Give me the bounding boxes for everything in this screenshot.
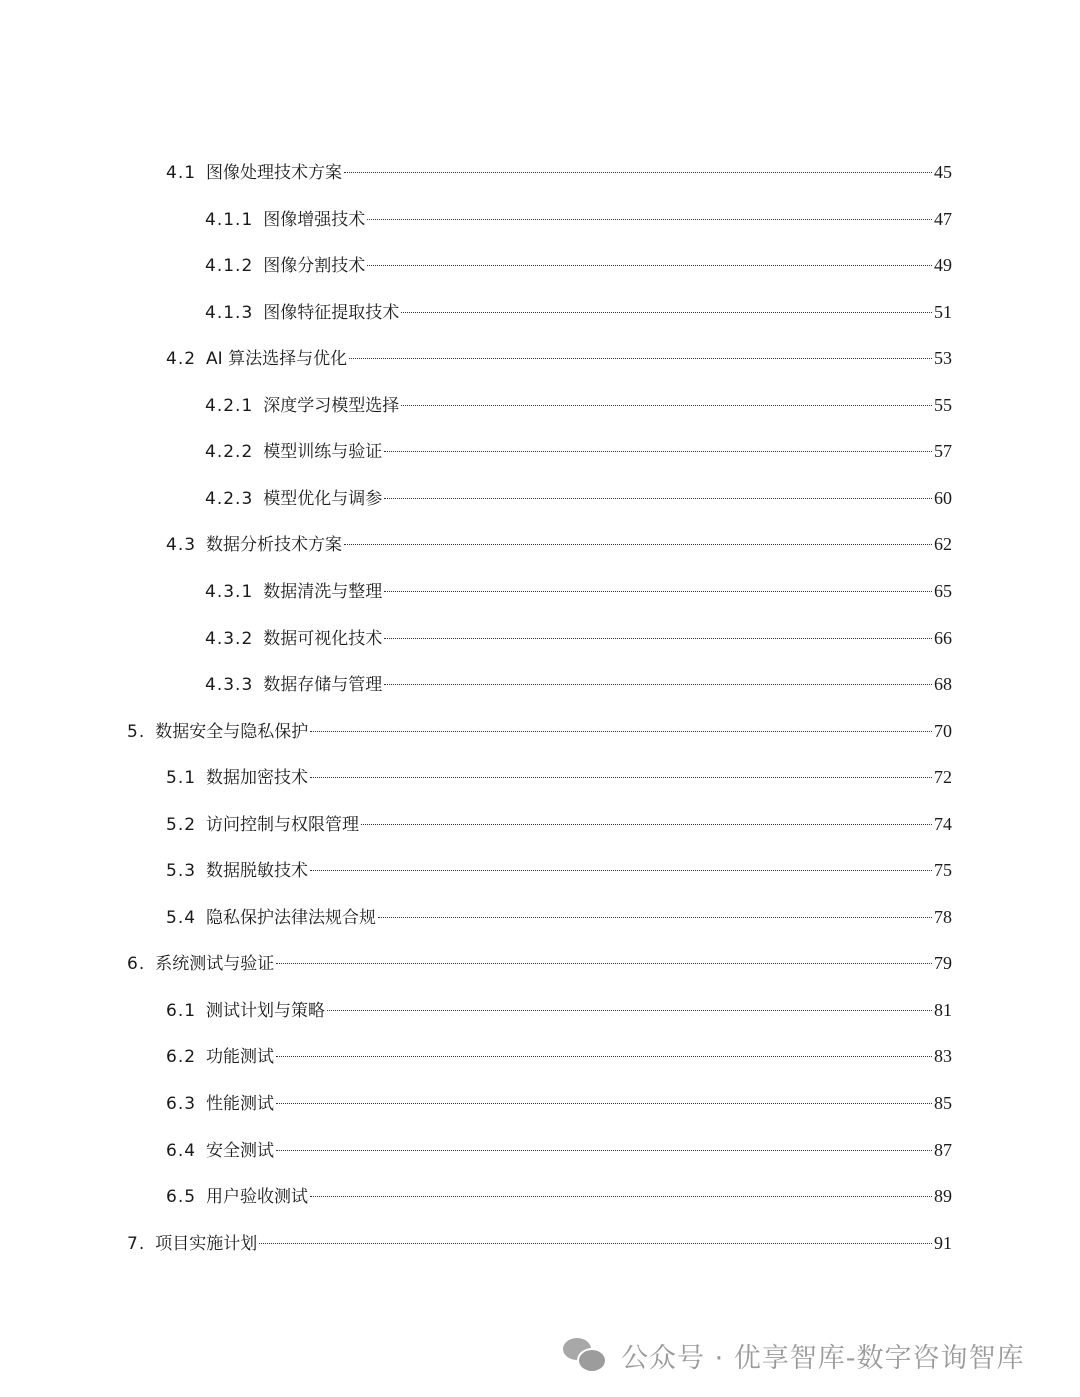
toc-entry-title: 项目实施计划 — [155, 1233, 258, 1254]
toc-entry-number: 6. — [127, 954, 146, 975]
toc-entry-title: AI 算法选择与优化 — [206, 349, 348, 370]
toc-entry[interactable] — [166, 346, 952, 370]
toc-entry-title: 测试计划与策略 — [206, 1000, 326, 1021]
toc-entry[interactable] — [166, 1138, 952, 1162]
toc-entry[interactable] — [166, 1091, 952, 1115]
toc-entry-page: 72 — [934, 767, 952, 788]
toc-entry-page: 79 — [934, 953, 952, 974]
toc-entry-title: 图像增强技术 — [263, 209, 366, 230]
toc-entry-page: 49 — [934, 255, 952, 276]
dot-leader — [276, 963, 932, 964]
toc-entry[interactable] — [205, 626, 952, 650]
toc-entry-title: 图像分割技术 — [263, 256, 366, 277]
toc-entry-number: 4.2.3 — [205, 488, 254, 509]
toc-entry-number: 4.3.1 — [205, 581, 254, 602]
dot-leader — [276, 1150, 932, 1151]
toc-entry-page: 68 — [934, 674, 952, 695]
dot-leader — [310, 1196, 932, 1197]
toc-entry[interactable] — [166, 160, 952, 184]
dot-leader — [276, 1056, 932, 1057]
toc-entry-title: 安全测试 — [206, 1140, 275, 1161]
toc-entry-number: 4.2 — [166, 349, 197, 370]
toc-entry-page: 65 — [934, 580, 952, 601]
toc-entry-title: 数据分析技术方案 — [206, 535, 343, 556]
toc-entry-number: 4.2.1 — [205, 395, 254, 416]
toc-entry[interactable] — [205, 672, 952, 696]
toc-entry-page: 62 — [934, 534, 952, 555]
toc-entry-title: 系统测试与验证 — [155, 954, 275, 975]
dot-leader — [327, 1010, 932, 1011]
toc-entry-title: 数据可视化技术 — [263, 628, 383, 649]
toc-entry-title: 图像特征提取技术 — [263, 302, 400, 323]
toc-entry-title: 性能测试 — [206, 1094, 275, 1114]
dot-leader — [367, 265, 932, 266]
toc-entry-page: 55 — [934, 394, 952, 415]
dot-leader — [384, 591, 932, 592]
toc-entry-title: 用户验收测试 — [206, 1187, 309, 1208]
toc-entry-number: 5.4 — [166, 907, 197, 928]
toc-entry-page: 70 — [934, 720, 952, 741]
dot-leader — [378, 917, 932, 918]
toc-entry[interactable] — [205, 486, 952, 510]
dot-leader — [401, 312, 932, 313]
toc-entry-page: 74 — [934, 813, 952, 834]
dot-leader — [384, 638, 932, 639]
toc-entry-title: 访问控制与权限管理 — [206, 814, 360, 835]
dot-leader — [349, 358, 932, 359]
toc-entry-page: 91 — [934, 1232, 952, 1253]
toc-entry-page: 83 — [934, 1046, 952, 1067]
toc-entry-number: 4.3.3 — [205, 675, 254, 696]
toc-entry-title: 模型优化与调参 — [263, 488, 383, 509]
toc-entry-number: 5.3 — [166, 861, 197, 882]
toc-entry-number: 5.1 — [166, 768, 197, 789]
dot-leader — [310, 777, 932, 778]
dot-leader — [384, 498, 932, 499]
wechat-icon — [563, 1338, 607, 1374]
dot-leader — [384, 451, 932, 452]
dot-leader — [276, 1103, 932, 1104]
watermark — [563, 1336, 1025, 1375]
toc-entry[interactable] — [205, 253, 952, 277]
dot-leader — [310, 731, 932, 732]
toc-entry[interactable] — [166, 905, 952, 929]
toc-entry-number: 4.3.2 — [205, 628, 254, 649]
toc-entry-page: 87 — [934, 1139, 952, 1160]
dot-leader — [344, 544, 932, 545]
toc-entry-title: 数据清洗与整理 — [263, 581, 383, 602]
toc-entry-title: 数据加密技术 — [206, 768, 309, 789]
toc-entry[interactable] — [127, 719, 952, 743]
toc-entry-number: 6.2 — [166, 1047, 197, 1068]
toc-entry[interactable] — [166, 532, 952, 556]
toc-entry-number: 7. — [127, 1233, 146, 1254]
toc-entry-number: 4.1.1 — [205, 209, 254, 230]
toc-entry-number: 6.4 — [166, 1140, 197, 1161]
dot-leader — [259, 1243, 932, 1244]
toc-entry-number: 6.3 — [166, 1094, 197, 1114]
toc-entry-number: 6.1 — [166, 1000, 197, 1021]
dot-leader — [361, 824, 932, 825]
toc-entry-number: 6.5 — [166, 1187, 197, 1208]
toc-entry-page: 75 — [934, 860, 952, 881]
toc-entry[interactable] — [166, 812, 952, 836]
toc-entry[interactable] — [166, 1184, 952, 1208]
dot-leader — [367, 219, 932, 220]
toc-entry-title: 数据安全与隐私保护 — [155, 721, 309, 742]
toc-entry-number: 4.1.3 — [205, 302, 254, 323]
dot-leader — [310, 870, 932, 871]
toc-entry[interactable] — [205, 207, 952, 231]
toc-entry[interactable] — [127, 951, 952, 975]
toc-entry[interactable] — [205, 439, 952, 463]
toc-entry-page: 45 — [934, 162, 952, 182]
toc-entry-page: 53 — [934, 348, 952, 369]
toc-entry-number: 4.1.2 — [205, 256, 254, 277]
toc-entry-page: 85 — [934, 1093, 952, 1113]
toc-entry[interactable] — [205, 393, 952, 417]
toc-entry[interactable] — [127, 1231, 952, 1255]
toc-entry-page: 47 — [934, 208, 952, 229]
toc-entry[interactable] — [166, 858, 952, 882]
toc-entry-title: 模型训练与验证 — [263, 442, 383, 463]
toc-entry[interactable] — [166, 1044, 952, 1068]
toc-entry-number: 5.2 — [166, 814, 197, 835]
toc-entry-page: 81 — [934, 999, 952, 1020]
toc-entry-page: 57 — [934, 441, 952, 462]
toc-entry-page: 89 — [934, 1186, 952, 1207]
toc-entry-number: 4.1 — [166, 163, 197, 183]
toc-entry[interactable] — [205, 300, 952, 324]
toc-entry-title: 图像处理技术方案 — [206, 163, 343, 183]
dot-leader — [401, 405, 932, 406]
toc-entry-page: 51 — [934, 301, 952, 322]
dot-leader — [384, 684, 932, 685]
toc-entry[interactable] — [166, 998, 952, 1022]
toc-entry-title: 隐私保护法律法规合规 — [206, 907, 377, 928]
toc-entry-title: 深度学习模型选择 — [263, 395, 400, 416]
toc-entry-number: 4.3 — [166, 535, 197, 556]
watermark-text: 公众号 · 优享智库-数字咨询智库 — [621, 1343, 1025, 1374]
toc-entry-page: 60 — [934, 487, 952, 508]
toc-entry-title: 数据脱敏技术 — [206, 861, 309, 882]
toc-entry[interactable] — [166, 765, 952, 789]
toc-entry-page: 78 — [934, 906, 952, 927]
toc-entry-page: 66 — [934, 627, 952, 648]
toc-entry-number: 4.2.2 — [205, 442, 254, 463]
toc-entry-title: 功能测试 — [206, 1047, 275, 1068]
toc-entry-number: 5. — [127, 721, 146, 742]
toc-entry-title: 数据存储与管理 — [263, 675, 383, 696]
toc-entry[interactable] — [205, 579, 952, 603]
dot-leader — [344, 172, 932, 173]
